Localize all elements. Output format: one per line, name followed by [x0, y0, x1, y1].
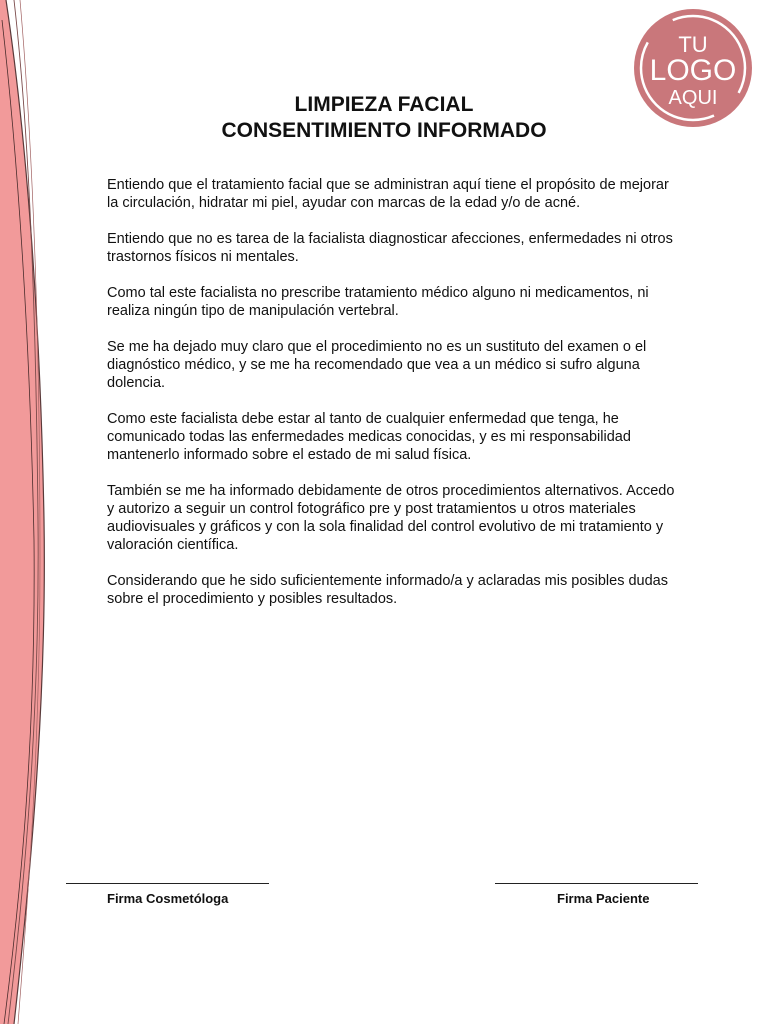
logo-text-line1: TU: [678, 32, 708, 57]
logo-text-line3: AQUI: [668, 87, 718, 109]
document-subtitle: CONSENTIMIENTO INFORMADO: [221, 119, 547, 142]
paragraph: Entiendo que el tratamiento facial que se administran aquí tiene el propósito de mejorar la circulación, hidratar mi piel, ayudar con marcas de la edad y/o de acné.: [107, 177, 669, 211]
signature-label-cosmetologist: Firma Cosmetóloga: [107, 891, 229, 906]
paragraph: Como este facialista debe estar al tanto de cualquier enfermedad que tenga, he comunicado todas las enfermedades medicas conocidas, y es mi responsabilidad mantenerlo informado sobre el estado de mi salud física.: [107, 411, 631, 463]
logo-text-line2: LOGO: [649, 54, 737, 87]
paragraph: Considerando que he sido suficientemente informado/a y aclaradas mis posibles dudas sobre el procedimiento y posibles resultados.: [107, 573, 668, 607]
consent-body: [107, 176, 677, 626]
signature-line-cosmetologist: [66, 883, 269, 884]
paragraph: También se me ha informado debidamente de otros procedimientos alternativos. Accedo y autorizo a seguir un control fotográfico pre y post tratamientos u otros materiales audiovisuales y gráficos y con la sola finalidad del control evolutivo de mi tratamiento y valoración científica.: [107, 483, 675, 553]
paragraph: Como tal este facialista no prescribe tratamiento médico alguno ni medicamentos, ni realiza ningún tipo de manipulación vertebral.: [107, 285, 649, 319]
paragraph: Se me ha dejado muy claro que el procedimiento no es un sustituto del examen o el diagnóstico médico, y se me ha recomendado que vea a un médico si sufro alguna dolencia.: [107, 339, 647, 391]
signature-line-patient: [495, 883, 698, 884]
paragraph: Entiendo que no es tarea de la facialista diagnosticar afecciones, enfermedades ni otros trastornos físicos ni mentales.: [107, 231, 673, 265]
signature-label-patient: Firma Paciente: [557, 891, 650, 906]
decorative-ribbon: [0, 0, 60, 1024]
document-title: LIMPIEZA FACIAL: [294, 93, 474, 116]
